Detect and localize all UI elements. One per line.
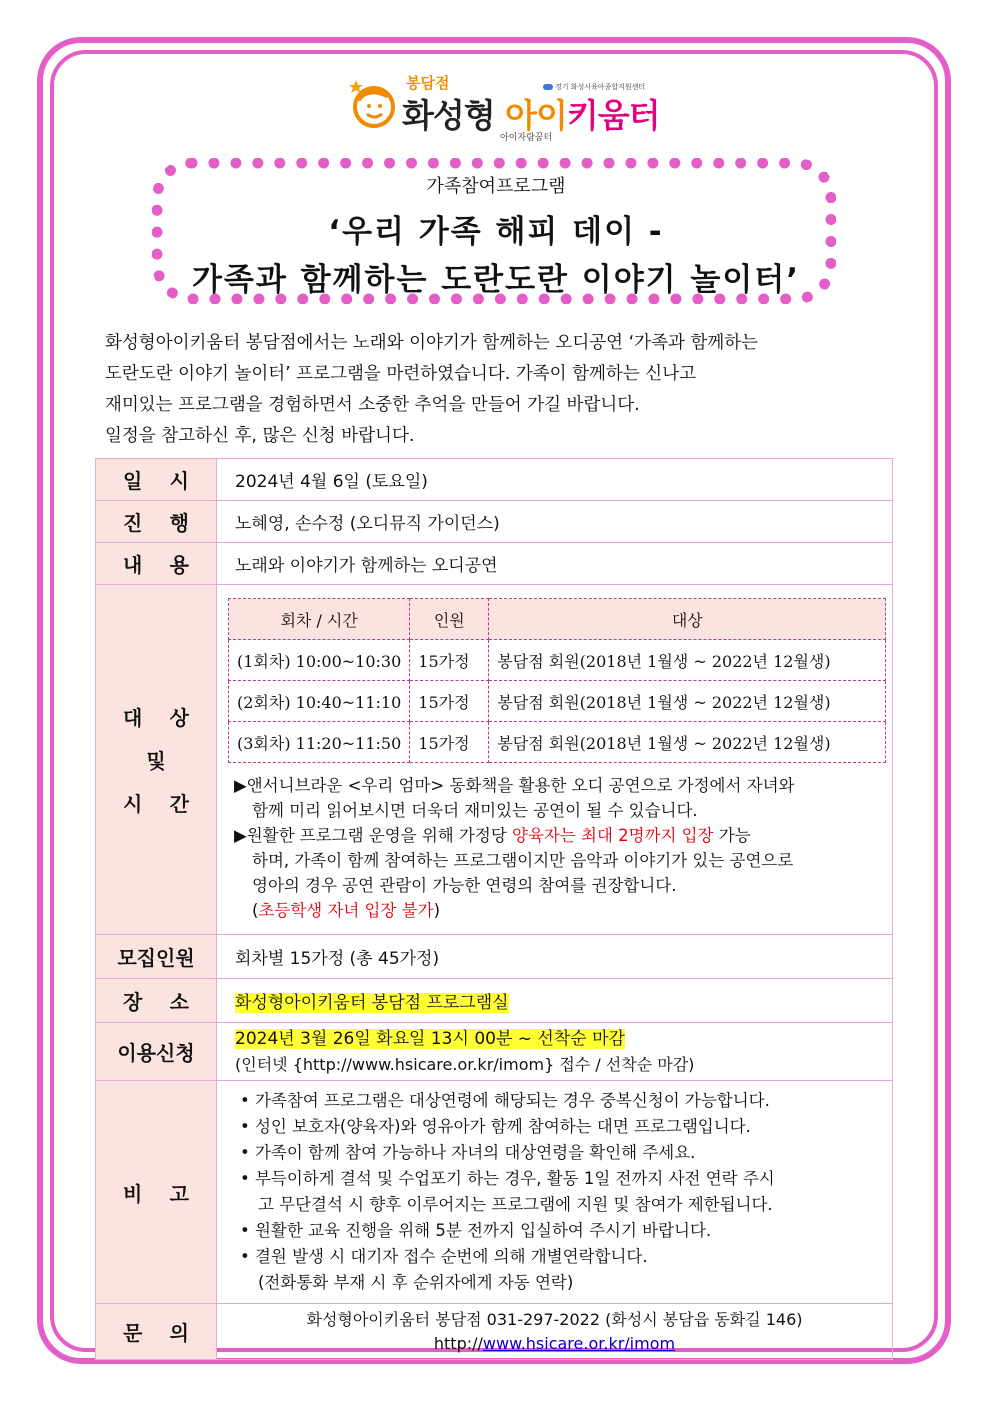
label-char: 일 [123,469,143,493]
value-recruit: 회차별 15가정 (총 45가정) [217,935,893,979]
notes-item: • 원활한 교육 진행을 위해 5분 전까지 입실하여 주시기 바랍니다. [240,1221,712,1240]
label-char: 행 [169,511,189,535]
label-char: 고 [169,1181,189,1206]
notes-item: • 결원 발생 시 대기자 접수 순번에 의해 개별연락합니다. [240,1247,648,1266]
label-host [96,501,217,543]
notes-item: (전화통화 부재 시 후 순위자에게 자동 연락) [258,1273,574,1292]
contact-line: 화성형아이키움터 봉담점 031-297-2022 (화성시 봉담읍 동화길 146) [306,1309,803,1329]
intro-line: 일정을 참고하신 후, 많은 신청 바랍니다. [105,426,415,446]
value-target [217,585,893,935]
intro-line: 재미있는 프로그램을 경험하면서 소중한 추억을 만들어 가길 바랍니다. [105,395,640,415]
label-char: 대 [123,706,143,730]
session-count: 15가정 [410,640,489,681]
session-header-row [229,599,886,640]
intro-line: 도란도란 이야기 놀이터’ 프로그램을 마련하였습니다. 가족이 함께하는 신나고 [105,364,697,384]
label-place [96,979,217,1023]
session-count: 15가정 [410,681,489,722]
label-content [96,543,217,585]
notes-list [218,1082,891,1302]
label-char: 소 [169,990,189,1014]
label-char: 비 [123,1181,143,1206]
session-time: (1회차) 10:00~10:30 [229,640,410,681]
url-prefix: http:// [433,1333,483,1353]
program-title-line1: ‘우리 가족 해피 데이 - [328,214,664,250]
label-char: 내 [123,553,143,577]
value-notes [217,1081,893,1304]
row-content [96,543,893,585]
session-table [228,598,886,763]
label-date [96,459,217,501]
logo-subtitle: 아이자람꿈터 [500,133,553,143]
contact-url-line [218,1332,891,1356]
program-category: 가족참여프로그램 [426,176,566,197]
note-text: ) [433,901,440,920]
session-time: (2회차) 10:40~11:10 [229,681,410,722]
place-highlight: 화성형아이키움터 봉담점 프로그램실 [235,993,509,1013]
label-char: 시 [169,469,189,493]
notes-item: • 가족이 함께 참여 가능하나 자녀의 대상연령을 확인해 주세요. [240,1143,696,1162]
row-host [96,501,893,543]
label-char: 시 [123,792,143,816]
notes-item: • 성인 보호자(양육자)와 영유아가 함께 참여하는 대면 프로그램입니다. [240,1117,751,1136]
session-target: 봉담점 회원(2018년 1월생 ~ 2022년 12월생) [489,722,886,763]
value-date: 2024년 4월 6일 (토요일) [217,459,893,501]
label-char: 장 [123,990,143,1014]
logo [348,66,660,146]
label-char: 문 [123,1321,143,1345]
session-target: 봉담점 회원(2018년 1월생 ~ 2022년 12월생) [489,640,886,681]
label-char: 및 [146,749,166,773]
label-notes [96,1081,217,1304]
session-time: (3회차) 11:20~11:50 [229,722,410,763]
logo-branch: 봉담점 [406,74,450,92]
session-header: 대상 [489,599,886,640]
row-contact [96,1304,893,1360]
session-row [229,722,886,763]
row-target [96,585,893,935]
label-target [96,585,217,935]
note-text: 가능 [713,826,751,845]
target-notes [218,771,891,933]
session-header: 회차 / 시간 [229,599,410,640]
session-count: 15가정 [410,722,489,763]
note-line: 함께 미리 읽어보시면 더욱더 재미있는 공연이 될 수 있습니다. [252,801,698,820]
apply-detail: (인터넷 {http://www.hsicare.or.kr/imom} 접수 / 선착순 마감) [235,1054,695,1074]
value-place [217,979,893,1023]
value-apply [217,1023,893,1081]
notes-item: 고 무단결석 시 향후 이루어지는 프로그램에 지원 및 참여가 제한됩니다. [258,1195,773,1214]
note-line [234,898,887,923]
session-row [229,640,886,681]
row-apply [96,1023,893,1081]
label-apply: 이용신청 [96,1023,217,1081]
note-line: 영아의 경우 공연 관람이 가능한 연령의 참여를 권장합니다. [252,876,677,895]
info-table [95,458,893,1360]
intro-paragraph [105,328,895,452]
value-host: 노혜영, 손수정 (오디뮤직 가이던스) [217,501,893,543]
note-emphasis: 양육자는 최대 2명까지 입장 [512,826,714,845]
row-recruit [96,935,893,979]
label-char: 용 [169,553,189,577]
note-emphasis: 초등학생 자녀 입장 불가 [258,901,434,920]
value-contact [217,1304,893,1360]
row-place [96,979,893,1023]
row-notes [96,1081,893,1304]
label-recruit: 모집인원 [96,935,217,979]
label-char: 간 [169,792,189,816]
value-content: 노래와 이야기가 함께하는 오디공연 [217,543,893,585]
session-target: 봉담점 회원(2018년 1월생 ~ 2022년 12월생) [489,681,886,722]
notes-item: • 가족참여 프로그램은 대상연령에 해당되는 경우 중복신청이 가능합니다. [240,1091,770,1110]
program-title-line2: 가족과 함께하는 도란도란 이야기 놀이터’ [191,262,801,298]
label-char: 진 [123,511,143,535]
logo-org-text: 경기 화성시육아종합지원센터 [555,83,646,91]
child-face-icon [348,78,398,128]
note-line: ▶앤서니브라운 <우리 엄마> 동화책을 활용한 오디 공연으로 가정에서 자녀와 [234,776,795,795]
note-text: ▶원활한 프로그램 운영을 위해 가정당 [234,826,512,845]
label-char: 의 [169,1321,189,1345]
label-contact [96,1304,217,1360]
note-line: 하며, 가족이 함께 참여하는 프로그램이지만 음악과 이야기가 있는 공연으로 [252,851,794,870]
contact-url-link[interactable]: www.hsicare.or.kr/imom [482,1333,676,1353]
note-line [234,823,887,848]
note-text: ( [252,901,259,920]
label-char: 상 [169,706,189,730]
logo-name-2: 아이 [505,96,567,135]
row-date [96,459,893,501]
logo-name-1: 화성형 [402,96,495,135]
logo-name-3: 키움터 [566,96,660,135]
session-header: 인원 [410,599,489,640]
notes-item: • 부득이하게 결석 및 수업포기 하는 경우, 활동 1일 전까지 사전 연락 주시 [240,1169,775,1188]
apply-highlight: 2024년 3월 26일 화요일 13시 00분 ~ 선착순 마감 [235,1028,625,1049]
intro-line: 화성형아이키움터 봉담점에서는 노래와 이야기가 함께하는 오디공연 ‘가족과 함께하는 [105,333,759,353]
session-row [229,681,886,722]
